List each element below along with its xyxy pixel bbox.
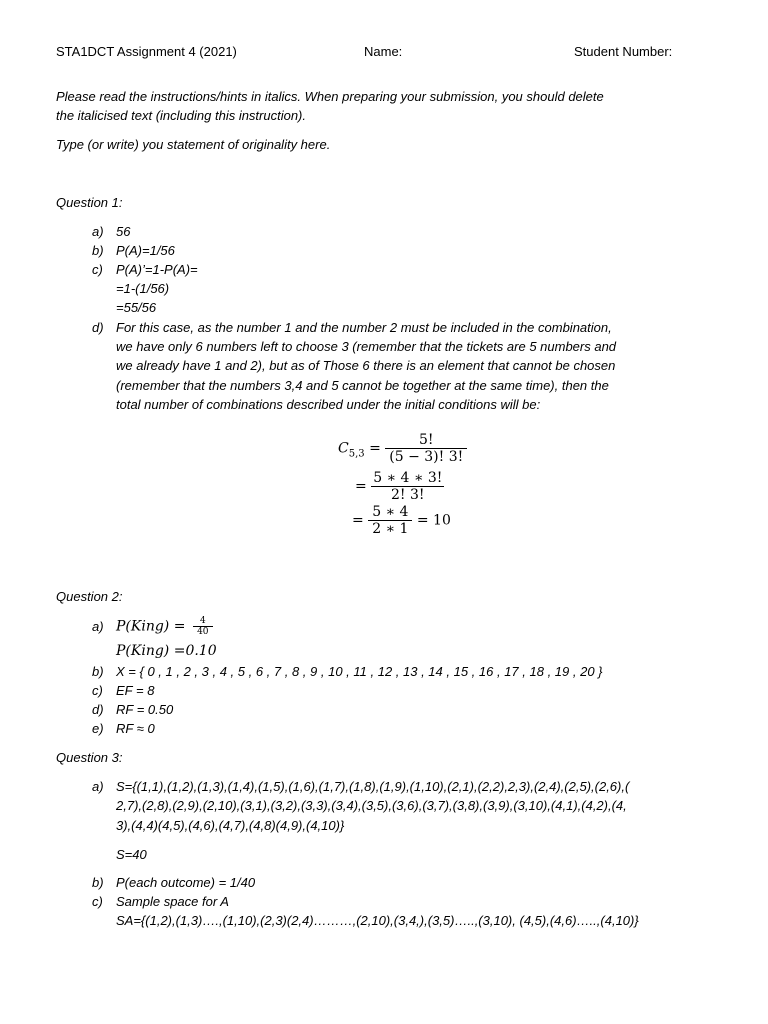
q1-c-text-3: =55/56 — [116, 300, 157, 315]
q3-b-label: b) — [92, 875, 104, 890]
q1-b-text: P(A)=1/56 — [116, 243, 175, 258]
q1-item-a — [92, 224, 130, 239]
fraction-1-numerator: 5! — [418, 432, 434, 448]
q2-b-label: b) — [92, 664, 104, 679]
q3-a-text-1: S={(1,1),(1,2),(1,3),(1,4),(1,5),(1,6),(1,7),(1,8),(1,9),(1,10),(2,1),(2,2),2,3),(2,4),(2,5),(2,6),( — [116, 779, 630, 794]
q3-a-text-2: 2,7),(2,8),(2,9),(2,10),(3,1),(3,2),(3,3),(3,4),(3,5),(3,6),(3,7),(3,8),(3,9),(3,10),(4,1),(4,2),(4, — [116, 798, 627, 813]
combination-equation-line-2 — [355, 470, 444, 503]
question-1-title: Question 1: — [56, 195, 123, 210]
fraction-3-denominator: 2 ∗ 1 — [368, 520, 412, 537]
q2-a-denominator: 40 — [193, 626, 212, 637]
q1-b-label: b) — [92, 243, 104, 258]
fraction-1-denominator: (5 − 3)! 3! — [385, 448, 467, 465]
q3-b-text: P(each outcome) = 1/40 — [116, 875, 256, 890]
q1-d-text-4: (remember that the numbers 3,4 and 5 cannot be together at the same time), then the — [116, 378, 609, 393]
q2-d-label: d) — [92, 702, 104, 717]
q2-a-numerator: 4 — [199, 616, 206, 626]
q1-d-text-3: we already have 1 and 2), but as of Those 6 there is an element that cannot be chosen — [116, 358, 616, 373]
q2-item-c — [92, 683, 154, 698]
q2-item-d — [92, 702, 173, 717]
eq-equals-2: = — [355, 478, 367, 495]
fraction-2-denominator: 2! 3! — [371, 486, 444, 503]
q3-item-c — [92, 894, 229, 909]
originality-instruction: Type (or write) you statement of originality here. — [56, 137, 331, 152]
combination-equation-line-1 — [338, 432, 467, 465]
q2-a-label: a) — [92, 619, 104, 634]
q2-c-text: EF = 8 — [116, 683, 155, 698]
eq-lhs-subscript: 5,3 — [348, 448, 365, 460]
fraction-3 — [368, 504, 412, 537]
student-number-label: Student Number: — [574, 44, 673, 59]
q1-a-label: a) — [92, 224, 104, 239]
fraction-2-numerator: 5 ∗ 4 ∗ 3! — [373, 470, 443, 486]
q1-c-text-1: P(A)’=1-P(A)= — [116, 262, 198, 277]
combination-equation-line-3 — [352, 504, 451, 537]
name-label: Name: — [364, 44, 403, 59]
q2-c-label: c) — [92, 683, 103, 698]
course-title: STA1DCT Assignment 4 (2021) — [56, 44, 237, 59]
q1-item-d — [92, 320, 612, 335]
q3-c-text-2: SA={(1,2),(1,3)….,(1,10),(2,3)(2,4)………,(2,10),(3,4,),(3,5)…..,(3,10), (4,5),(4,6)…..,(4,10)} — [116, 913, 639, 928]
instruction-line-1: Please read the instructions/hints in italics. When preparing your submission, you should delete — [56, 89, 604, 104]
question-3-title: Question 3: — [56, 750, 123, 765]
q1-d-text-1: For this case, as the number 1 and the number 2 must be included in the combination, — [116, 320, 612, 335]
question-2-title: Question 2: — [56, 589, 123, 604]
q3-c-text-1: Sample space for A — [116, 894, 229, 909]
eq-equals-1: = — [369, 440, 381, 457]
q1-d-text-2: we have only 6 numbers left to choose 3 (remember that the tickets are 5 numbers and — [116, 339, 617, 354]
q1-d-label: d) — [92, 320, 104, 335]
q1-item-b — [92, 243, 175, 258]
instruction-line-2: the italicised text (including this instruction). — [56, 108, 307, 123]
q1-d-text-5: total number of combinations described under the initial conditions will be: — [116, 397, 541, 412]
fraction-2 — [371, 470, 444, 503]
eq-result: = 10 — [416, 512, 451, 529]
q2-e-text: RF ≈ 0 — [116, 721, 155, 736]
eq-equals-3: = — [352, 512, 364, 529]
q1-c-text-2: =1-(1/56) — [116, 281, 170, 296]
fraction-1 — [385, 432, 467, 465]
q3-a-text-3: 3),(4,4)(4,5),(4,6),(4,7),(4,8)(4,9),(4,10)} — [116, 818, 345, 833]
q2-item-b — [92, 664, 603, 679]
q1-item-c — [92, 262, 198, 277]
q2-e-label: e) — [92, 721, 104, 736]
q2-item-a — [92, 616, 213, 637]
q3-a-text-4: S=40 — [116, 847, 147, 862]
q2-d-text: RF = 0.50 — [116, 702, 174, 717]
q2-a-lhs: P(King) = — [116, 618, 186, 635]
q2-a-result: P(King) =0.10 — [116, 643, 217, 659]
q1-c-label: c) — [92, 262, 103, 277]
q2-a-fraction — [193, 616, 212, 637]
fraction-3-numerator: 5 ∗ 4 — [372, 504, 409, 520]
q3-a-label: a) — [92, 779, 104, 794]
q1-a-text: 56 — [116, 224, 131, 239]
q3-item-a — [92, 779, 629, 794]
q3-c-label: c) — [92, 894, 103, 909]
q2-item-e — [92, 721, 155, 736]
q3-item-b — [92, 875, 255, 890]
q2-b-text: X = { 0 , 1 , 2 , 3 , 4 , 5 , 6 , 7 , 8 , 9 , 10 , 11 , 12 , 13 , 14 , 15 , 16 , 17 , 18 , 19 , 20 } — [116, 664, 603, 679]
eq-lhs: C — [338, 440, 349, 457]
